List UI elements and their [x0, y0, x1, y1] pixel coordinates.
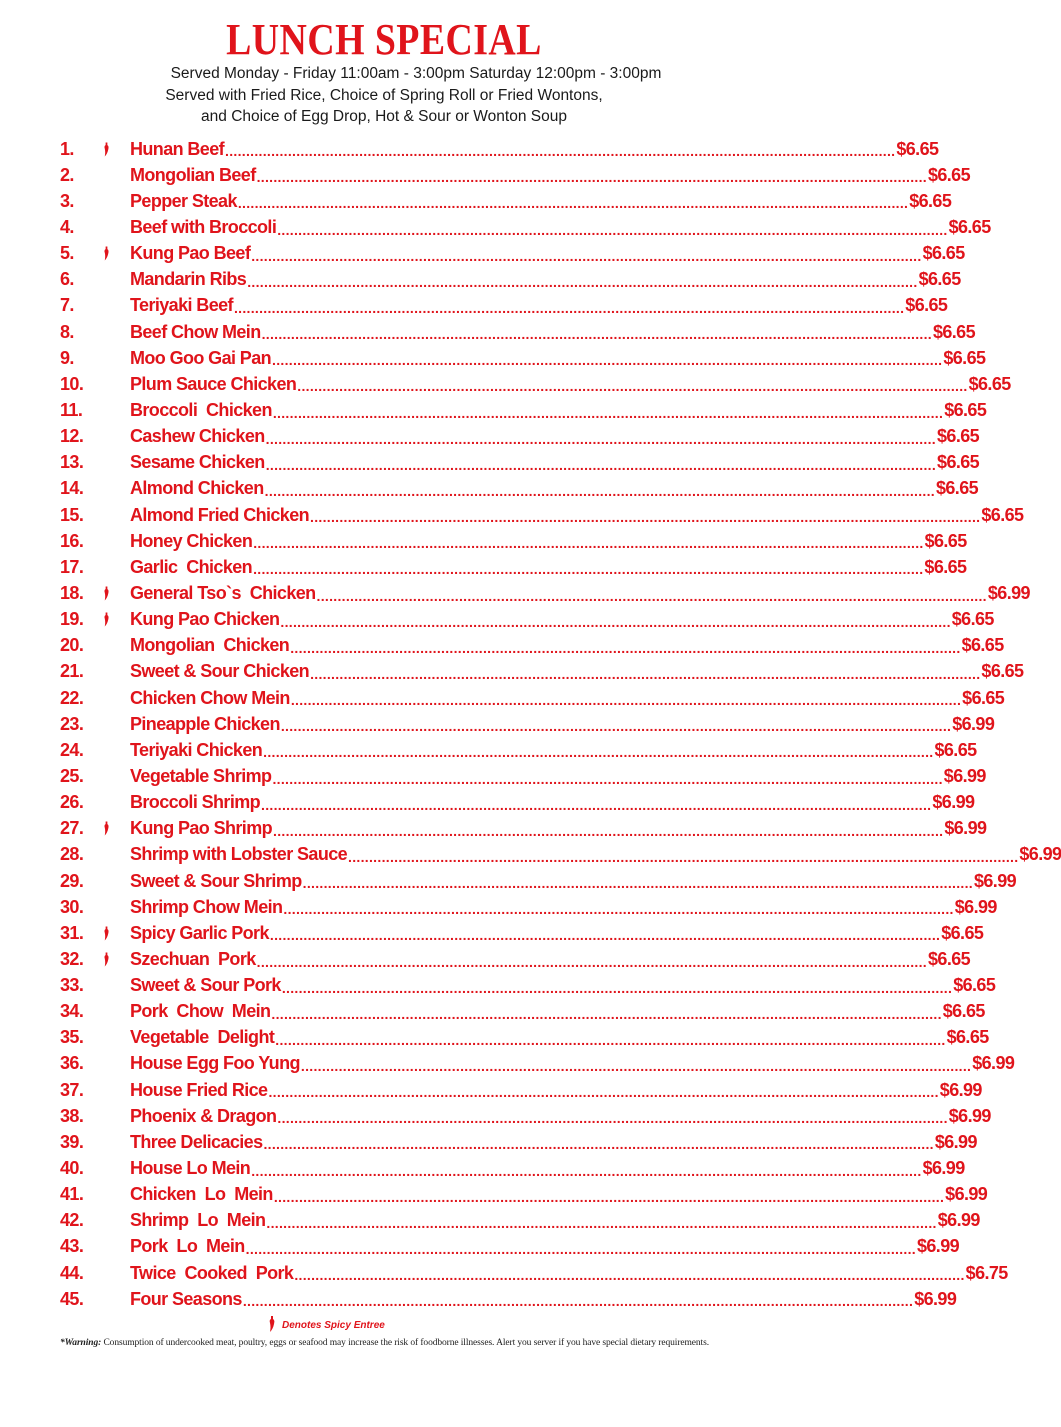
menu-item: [60, 868, 1017, 894]
menu-item-name: Beef Chow Mein: [130, 321, 261, 342]
menu-item: [60, 450, 980, 476]
menu-item: [60, 162, 970, 188]
dot-leader: ................................................................................................................................................................: [272, 404, 944, 421]
menu-item: [60, 1234, 960, 1260]
menu-item-number: 32.: [60, 948, 84, 969]
menu-item: [60, 816, 987, 842]
dot-leader: ................................................................................................................................................................: [271, 1005, 942, 1022]
menu-item-name: Sweet & Sour Shrimp: [130, 870, 302, 891]
dot-leader: ................................................................................................................................................................: [261, 326, 932, 343]
menu-item: [60, 1051, 1015, 1077]
menu-item-number: 37.: [60, 1079, 84, 1100]
menu-item: [60, 241, 965, 267]
menu-item: [60, 476, 979, 502]
menu-item-price: $6.99: [937, 1210, 980, 1231]
warning-text: Consumption of undercooked meat, poultry, eggs or seafood may increase the risk of foodborne illnesses. Alert you server if you have special dietary requirements.: [101, 1338, 709, 1348]
menu-item: [60, 946, 971, 972]
menu-item: [60, 1260, 1008, 1286]
menu-item-name: Mandarin Ribs: [130, 269, 247, 290]
menu-item-number: 4.: [60, 216, 74, 237]
menu-item-number: 15.: [60, 504, 84, 525]
menu-item-name: Spicy Garlic Pork: [130, 922, 269, 943]
menu-item: [60, 1025, 989, 1051]
menu-item: [60, 1208, 980, 1234]
menu-item-name: Chicken Chow Mein: [130, 687, 290, 708]
menu-item-price: $6.65: [924, 556, 967, 577]
menu-item-number: 38.: [60, 1105, 84, 1126]
dot-leader: ................................................................................................................................................................: [302, 875, 973, 892]
menu-item-name: Moo Goo Gai Pan: [130, 347, 272, 368]
chili-pepper-icon: [98, 821, 114, 836]
menu-item-price: $6.99: [1019, 844, 1061, 865]
dot-leader: ................................................................................................................................................................: [225, 143, 896, 160]
menu-item: [60, 659, 1024, 685]
dot-leader: ................................................................................................................................................................: [266, 1214, 937, 1231]
menu-item: [60, 1077, 982, 1103]
menu-item-number: 13.: [60, 452, 84, 473]
menu-item-price: $6.65: [961, 635, 1004, 656]
menu-item-price: $6.99: [952, 713, 995, 734]
menu-item: [60, 1182, 988, 1208]
menu-item-name: House Lo Mein: [130, 1158, 251, 1179]
menu-item-name: Garlic Chicken: [130, 556, 253, 577]
dot-leader: ................................................................................................................................................................: [256, 953, 927, 970]
dot-leader: ................................................................................................................................................................: [233, 299, 905, 316]
dot-leader: ................................................................................................................................................................: [273, 1188, 945, 1205]
spicy-legend-text: Denotes Spicy Entree: [282, 1320, 385, 1331]
menu-item-name: House Egg Foo Yung: [130, 1053, 300, 1074]
menu-item-price: $6.99: [922, 1158, 965, 1179]
menu-item-price: $6.99: [948, 1105, 991, 1126]
chili-pepper-icon: [98, 926, 114, 941]
dot-leader: ................................................................................................................................................................: [247, 273, 918, 290]
menu-item-price: $6.99: [934, 1131, 977, 1152]
dot-leader: ................................................................................................................................................................: [264, 482, 935, 499]
menu-item-number: 39.: [60, 1131, 84, 1152]
menu-item-name: Pineapple Chicken: [130, 713, 280, 734]
menu-item-price: $6.65: [942, 1001, 985, 1022]
menu-item-number: 40.: [60, 1158, 84, 1179]
menu-item-number: 6.: [60, 269, 74, 290]
menu-item-price: $6.65: [896, 138, 939, 159]
menu-item: [60, 973, 996, 999]
menu-item-price: $6.99: [954, 896, 997, 917]
menu-item-price: $6.65: [922, 243, 965, 264]
menu-item-price: $6.65: [981, 504, 1024, 525]
menu-item-name: Broccoli Chicken: [130, 399, 272, 420]
menu-item: [60, 188, 952, 214]
dot-leader: ................................................................................................................................................................: [261, 796, 932, 813]
menu-item-number: 42.: [60, 1210, 84, 1231]
menu-item-number: 17.: [60, 556, 84, 577]
warning-label: *Warning:: [60, 1338, 102, 1348]
menu-item-number: 5.: [60, 243, 74, 264]
dot-leader: ................................................................................................................................................................: [280, 718, 952, 735]
menu-item-price: $6.65: [968, 373, 1011, 394]
menu-item-name: Kung Pao Shrimp: [130, 818, 273, 839]
dot-leader: ................................................................................................................................................................: [251, 1162, 922, 1179]
dot-leader: ................................................................................................................................................................: [272, 352, 943, 369]
menu-item-price: $6.65: [948, 216, 991, 237]
menu-item-number: 18.: [60, 582, 84, 603]
menu-item-price: $6.99: [945, 1184, 988, 1205]
menu-item: [60, 1103, 991, 1129]
menu-item: [60, 633, 1004, 659]
menu-item: [60, 790, 975, 816]
menu-item: [60, 607, 994, 633]
menu-item: [60, 554, 967, 580]
menu-item-price: $6.99: [943, 765, 986, 786]
menu-item-price: $6.65: [944, 399, 987, 420]
menu-item-price: $6.65: [918, 269, 961, 290]
menu-item-number: 10.: [60, 373, 84, 394]
menu-item-name: Beef with Broccoli: [130, 216, 277, 237]
menu-item-name: Pepper Steak: [130, 190, 237, 211]
menu-item-number: 41.: [60, 1184, 84, 1205]
menu-item-name: Shrimp Lo Mein: [130, 1210, 266, 1231]
spicy-legend: [268, 1316, 385, 1335]
menu-item: [60, 685, 1005, 711]
menu-item-name: General Tso`s Chicken: [130, 582, 316, 603]
dot-leader: ................................................................................................................................................................: [294, 1267, 965, 1284]
soup-choice-line: and Choice of Egg Drop, Hot & Sour or Wonton Soup: [201, 108, 567, 125]
dot-leader: ................................................................................................................................................................: [348, 848, 1019, 865]
menu-item-number: 8.: [60, 321, 74, 342]
menu-item-name: Vegetable Shrimp: [130, 765, 272, 786]
menu-item-price: $6.99: [972, 1053, 1015, 1074]
chili-pepper-icon: [98, 952, 114, 967]
menu-item-number: 35.: [60, 1027, 84, 1048]
menu-item-price: $6.65: [932, 321, 975, 342]
menu-item-price: $6.99: [932, 792, 975, 813]
menu-item: [60, 999, 985, 1025]
menu-item-price: $6.65: [937, 426, 980, 447]
menu-item-number: 2.: [60, 164, 74, 185]
menu-item-number: 7.: [60, 295, 74, 316]
dot-leader: ................................................................................................................................................................: [269, 927, 941, 944]
menu-item-number: 30.: [60, 896, 84, 917]
menu-item-name: Phoenix & Dragon: [130, 1105, 277, 1126]
dot-leader: ................................................................................................................................................................: [273, 822, 944, 839]
dot-leader: ................................................................................................................................................................: [277, 1110, 948, 1127]
menu-item-price: $6.99: [944, 818, 987, 839]
dot-leader: ................................................................................................................................................................: [290, 639, 961, 656]
food-safety-warning: [60, 1338, 740, 1348]
menu-item-price: $6.65: [935, 478, 979, 499]
menu-item-number: 44.: [60, 1262, 84, 1283]
menu-item-name: Teriyaki Chicken: [130, 739, 263, 760]
menu-item-price: $6.65: [953, 975, 996, 996]
menu-item-number: 28.: [60, 844, 84, 865]
menu-item-name: Vegetable Delight: [130, 1027, 275, 1048]
menu-item: [60, 842, 1061, 868]
menu-item: [60, 580, 1030, 606]
menu-item-name: Szechuan Pork: [130, 948, 256, 969]
menu-item: [60, 1129, 977, 1155]
menu-item-price: $6.65: [943, 347, 986, 368]
menu-item-number: 14.: [60, 478, 84, 499]
dot-leader: ................................................................................................................................................................: [265, 456, 937, 473]
menu-item-price: $6.65: [951, 609, 994, 630]
dot-leader: ................................................................................................................................................................: [316, 587, 987, 604]
dot-leader: ................................................................................................................................................................: [275, 1031, 946, 1048]
menu-item-number: 12.: [60, 426, 84, 447]
menu-item-price: $6.99: [987, 582, 1030, 603]
menu-list: [60, 136, 1061, 1312]
menu-item-price: $6.99: [916, 1236, 960, 1257]
dot-leader: ................................................................................................................................................................: [281, 979, 953, 996]
dot-leader: ................................................................................................................................................................: [253, 535, 924, 552]
menu-item-number: 11.: [60, 399, 83, 420]
dot-leader: ................................................................................................................................................................: [265, 430, 936, 447]
chili-pepper-icon: [98, 612, 114, 627]
menu-item: [60, 267, 961, 293]
dot-leader: ................................................................................................................................................................: [310, 665, 981, 682]
menu-item-number: 24.: [60, 739, 84, 760]
menu-item-name: Almond Chicken: [130, 478, 264, 499]
menu-item-name: Hunan Beef: [130, 138, 225, 159]
menu-item-number: 45.: [60, 1288, 84, 1309]
menu-item-price: $6.99: [973, 870, 1017, 891]
menu-item-name: Cashew Chicken: [130, 426, 265, 447]
menu-item-number: 16.: [60, 530, 84, 551]
menu-item-name: Four Seasons: [130, 1288, 242, 1309]
menu-item: [60, 345, 986, 371]
menu-item-name: Mongolian Beef: [130, 164, 256, 185]
menu-item-price: $6.99: [939, 1079, 982, 1100]
dot-leader: ................................................................................................................................................................: [263, 744, 934, 761]
menu-item-price: $6.65: [946, 1027, 989, 1048]
menu-item-number: 43.: [60, 1236, 84, 1257]
menu-item-price: $6.75: [965, 1262, 1008, 1283]
menu-item-number: 22.: [60, 687, 84, 708]
menu-item-name: Sweet & Sour Pork: [130, 975, 281, 996]
chili-pepper-icon: [268, 1316, 276, 1335]
menu-item-number: 9.: [60, 347, 74, 368]
menu-item: [60, 424, 980, 450]
menu-item: [60, 894, 997, 920]
dot-leader: ................................................................................................................................................................: [256, 169, 927, 186]
menu-item-number: 31.: [60, 922, 84, 943]
served-with-line: Served with Fried Rice, Choice of Spring Roll or Fried Wontons,: [165, 87, 603, 104]
menu-item-number: 3.: [60, 190, 74, 211]
menu-item-number: 1.: [60, 138, 74, 159]
menu-item: [60, 371, 1011, 397]
menu-item-name: Shrimp Chow Mein: [130, 896, 283, 917]
menu-item: [60, 711, 995, 737]
chili-pepper-icon: [98, 586, 114, 601]
dot-leader: ................................................................................................................................................................: [242, 1293, 914, 1310]
menu-item-price: $6.65: [934, 739, 977, 760]
menu-item-price: $6.99: [914, 1288, 957, 1309]
menu-item-price: $6.65: [928, 948, 971, 969]
menu-item-name: Almond Fried Chicken: [130, 504, 310, 525]
dot-leader: ................................................................................................................................................................: [268, 1084, 939, 1101]
menu-item: [60, 397, 987, 423]
dot-leader: ................................................................................................................................................................: [237, 195, 909, 212]
dot-leader: ................................................................................................................................................................: [297, 378, 968, 395]
menu-item-name: Sesame Chicken: [130, 452, 265, 473]
dot-leader: ................................................................................................................................................................: [280, 613, 951, 630]
menu-item-name: Broccoli Shrimp: [130, 792, 261, 813]
dot-leader: ................................................................................................................................................................: [300, 1058, 972, 1075]
hours-line: Served Monday - Friday 11:00am - 3:00pm Saturday 12:00pm - 3:00pm: [170, 65, 662, 82]
menu-item-name: Teriyaki Beef: [130, 295, 233, 316]
dot-leader: ................................................................................................................................................................: [283, 901, 954, 918]
menu-item-number: 34.: [60, 1001, 84, 1022]
menu-item-number: 33.: [60, 975, 84, 996]
menu-item: [60, 1155, 965, 1181]
menu-item-price: $6.65: [927, 164, 970, 185]
menu-item-name: Sweet & Sour Chicken: [130, 661, 310, 682]
menu-item-number: 23.: [60, 713, 84, 734]
menu-item-price: $6.65: [924, 530, 967, 551]
menu-item: [60, 293, 948, 319]
menu-item-name: Pork Chow Mein: [130, 1001, 271, 1022]
menu-item: [60, 737, 977, 763]
menu-item-name: House Fried Rice: [130, 1079, 268, 1100]
menu-item-name: Shrimp with Lobster Sauce: [130, 844, 348, 865]
menu-item: [60, 1286, 957, 1312]
menu-item-name: Mongolian Chicken: [130, 635, 290, 656]
menu-item-price: $6.65: [962, 687, 1005, 708]
menu-item-price: $6.65: [941, 922, 984, 943]
dot-leader: ................................................................................................................................................................: [272, 770, 943, 787]
dot-leader: ................................................................................................................................................................: [310, 509, 981, 526]
menu-item-name: Honey Chicken: [130, 530, 253, 551]
menu-item-price: $6.65: [909, 190, 952, 211]
menu-item-name: Twice Cooked Pork: [130, 1262, 294, 1283]
menu-item-name: Three Delicacies: [130, 1131, 263, 1152]
menu-item-price: $6.65: [937, 452, 980, 473]
menu-item-name: Plum Sauce Chicken: [130, 373, 297, 394]
menu-item-number: 21.: [60, 661, 84, 682]
page-title: LUNCH SPECIAL: [226, 15, 542, 64]
menu-item: [60, 763, 986, 789]
menu-item-number: 27.: [60, 818, 84, 839]
menu-item: [60, 214, 991, 240]
menu-item-number: 36.: [60, 1053, 84, 1074]
menu-item-price: $6.65: [905, 295, 948, 316]
menu-item-price: $6.65: [981, 661, 1024, 682]
dot-leader: ................................................................................................................................................................: [253, 561, 924, 578]
menu-item: [60, 920, 984, 946]
dot-leader: ................................................................................................................................................................: [251, 247, 922, 264]
menu-item-number: 26.: [60, 792, 84, 813]
menu-item-number: 29.: [60, 870, 84, 891]
dot-leader: ................................................................................................................................................................: [277, 221, 948, 238]
chili-pepper-icon: [98, 246, 114, 261]
menu-item: [60, 528, 967, 554]
menu-item-number: 25.: [60, 765, 84, 786]
dot-leader: ................................................................................................................................................................: [263, 1136, 934, 1153]
dot-leader: ................................................................................................................................................................: [290, 692, 962, 709]
chili-pepper-icon: [98, 142, 114, 157]
menu-item: [60, 319, 975, 345]
menu-item: [60, 136, 939, 162]
menu-item-name: Chicken Lo Mein: [130, 1184, 273, 1205]
dot-leader: ................................................................................................................................................................: [245, 1241, 916, 1258]
menu-item-name: Pork Lo Mein: [130, 1236, 245, 1257]
menu-item-name: Kung Pao Beef: [130, 243, 251, 264]
menu-item-name: Kung Pao Chicken: [130, 609, 280, 630]
menu-item-number: 19.: [60, 609, 84, 630]
menu-item: [60, 502, 1024, 528]
menu-item-number: 20.: [60, 635, 84, 656]
